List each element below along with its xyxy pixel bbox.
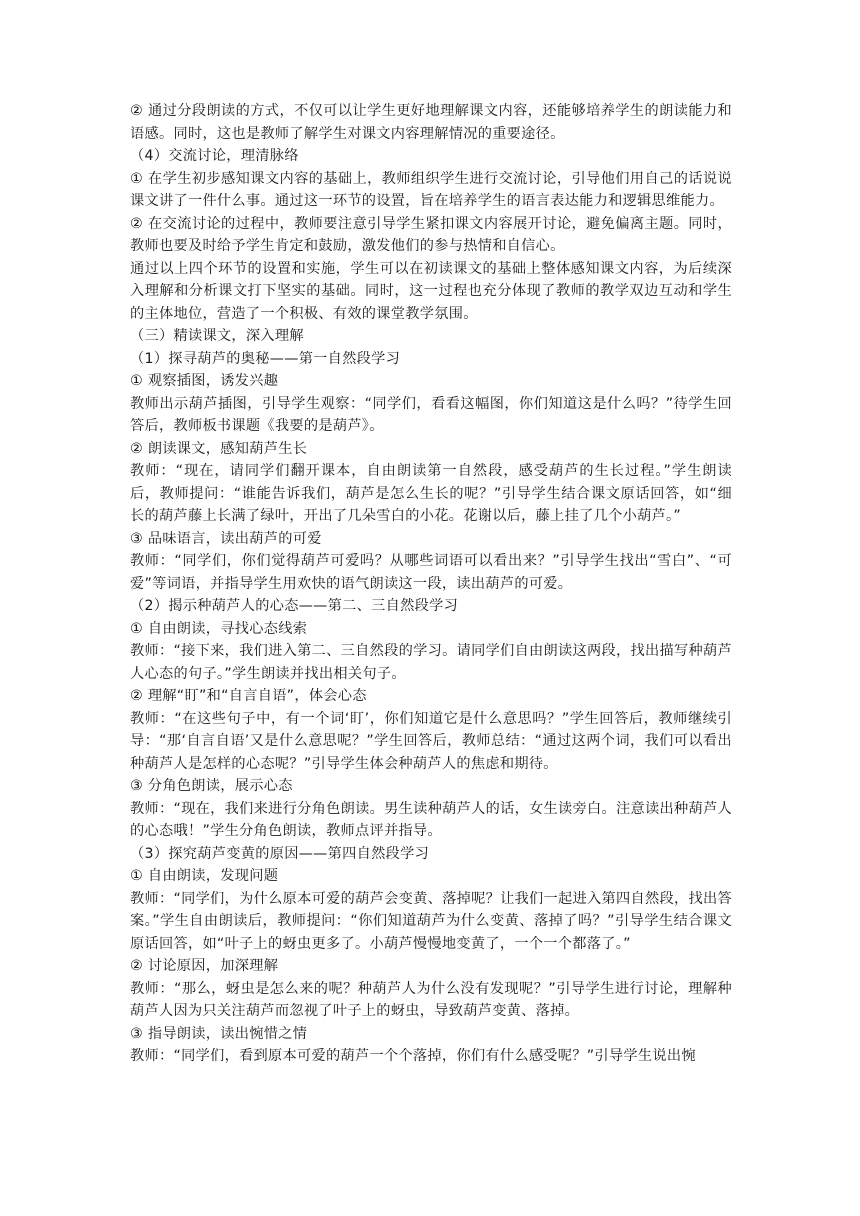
paragraph: 教师：“同学们，为什么原本可爱的葫芦会变黄、落掉呢？让我们一起进入第四自然段，找出答案。”学生自由朗读后，教师提问：“你们知道葫芦为什么变黄、落掉了吗？”引导学生结合课文原话回答，如“叶子上的蚜虫更多了。小葫芦慢慢地变黄了，一个一个都落了。” (130, 890, 732, 952)
subheading: ③ 指导朗读，读出惋惜之情 (130, 1025, 308, 1042)
subheading: ① 观察插图，诱发兴趣 (130, 373, 279, 389)
paragraph: 教师：“接下来，我们进入第二、三自然段的学习。请同学们自由朗读这两段，找出描写种葫芦人心态的句子。”学生朗读并找出相关句子。 (130, 643, 732, 682)
subheading: ② 讨论原因，加深理解 (130, 958, 279, 974)
subheading: ③ 品味语言，读出葫芦的可爱 (130, 530, 322, 547)
subheading: ① 自由朗读，寻找心态线索 (130, 620, 308, 637)
paragraph: 教师：“现在，请同学们翻开课本，自由朗读第一自然段，感受葫芦的生长过程。”学生朗读后，教师提问：“谁能告诉我们，葫芦是怎么生长的呢？”引导学生结合课文原话回答，如“细长的葫芦藤上长满了绿叶，开出了几朵雪白的小花。花谢以后，藤上挂了几个小葫芦。” (130, 463, 732, 524)
section-heading: （4）交流讨论，理清脉络 (130, 148, 299, 164)
document-body (130, 100, 732, 1068)
subheading: ② 理解“盯”和“自言自语”，体会心态 (130, 688, 367, 704)
paragraph: 教师：“同学们，看到原本可爱的葫芦一个个落掉，你们有什么感受呢？”引导学生说出惋 (130, 1048, 696, 1064)
paragraph: 教师：“那么，蚜虫是怎么来的呢？种葫芦人为什么没有发现呢？”引导学生进行讨论，理解种葫芦人因为只关注葫芦而忽视了叶子上的蚜虫，导致葫芦变黄、落掉。 (130, 980, 732, 1019)
paragraph: 教师：“在这些句子中，有一个词‘盯’，你们知道它是什么意思吗？”学生回答后，教师继续引导：“那‘自言自语’又是什么意思呢？”学生回答后，教师总结：“通过这两个词，我们可以看出种葫芦人是怎样的心态呢？”引导学生体会种葫芦人的焦虑和期待。 (130, 710, 732, 772)
subheading: ③ 分角色朗读，展示心态 (130, 778, 293, 794)
subheading: ② 朗读课文，感知葫芦生长 (130, 440, 308, 457)
section-heading: （三）精读课文，深入理解 (130, 328, 304, 344)
section-heading: （2）揭示种葫芦人的心态——第二、三自然段学习 (130, 598, 459, 614)
section-heading: （1）探寻葫芦的奥秘——第一自然段学习 (130, 350, 401, 367)
paragraph: ① 在学生初步感知课文内容的基础上，教师组织学生进行交流讨论，引导他们用自己的话说说课文讲了一件什么事。通过这一环节的设置，旨在培养学生的语言表达能力和逻辑思维能力。 (130, 170, 732, 209)
paragraph: ② 通过分段朗读的方式，不仅可以让学生更好地理解课文内容，还能够培养学生的朗读能力和语感。同时，这也是教师了解学生对课文内容理解情况的重要途径。 (130, 103, 732, 142)
paragraph: 教师：“同学们，你们觉得葫芦可爱吗？从哪些词语可以看出来？”引导学生找出“雪白”、“可爱”等词语，并指导学生用欢快的语气朗读这一段，读出葫芦的可爱。 (130, 553, 732, 592)
paragraph: 通过以上四个环节的设置和实施，学生可以在初读课文的基础上整体感知课文内容，为后续深入理解和分析课文打下坚实的基础。同时，这一过程也充分体现了教师的教学双边互动和学生的主体地位，营造了一个积极、有效的课堂教学氛围。 (130, 260, 732, 322)
section-heading: （3）探究葫芦变黄的原因——第四自然段学习 (130, 845, 430, 862)
paragraph: ② 在交流讨论的过程中，教师要注意引导学生紧扣课文内容展开讨论，避免偏离主题。同时，教师也要及时给予学生肯定和鼓励，激发他们的参与热情和自信心。 (130, 215, 732, 254)
subheading: ① 自由朗读，发现问题 (130, 868, 279, 884)
paragraph: 教师出示葫芦插图，引导学生观察：“同学们，看看这幅图，你们知道这是什么吗？”待学生回答后，教师板书课题《我要的是葫芦》。 (130, 395, 732, 434)
paragraph: 教师：“现在，我们来进行分角色朗读。男生读种葫芦人的话，女生读旁白。注意读出种葫芦人的心态哦！”学生分角色朗读，教师点评并指导。 (130, 800, 732, 839)
